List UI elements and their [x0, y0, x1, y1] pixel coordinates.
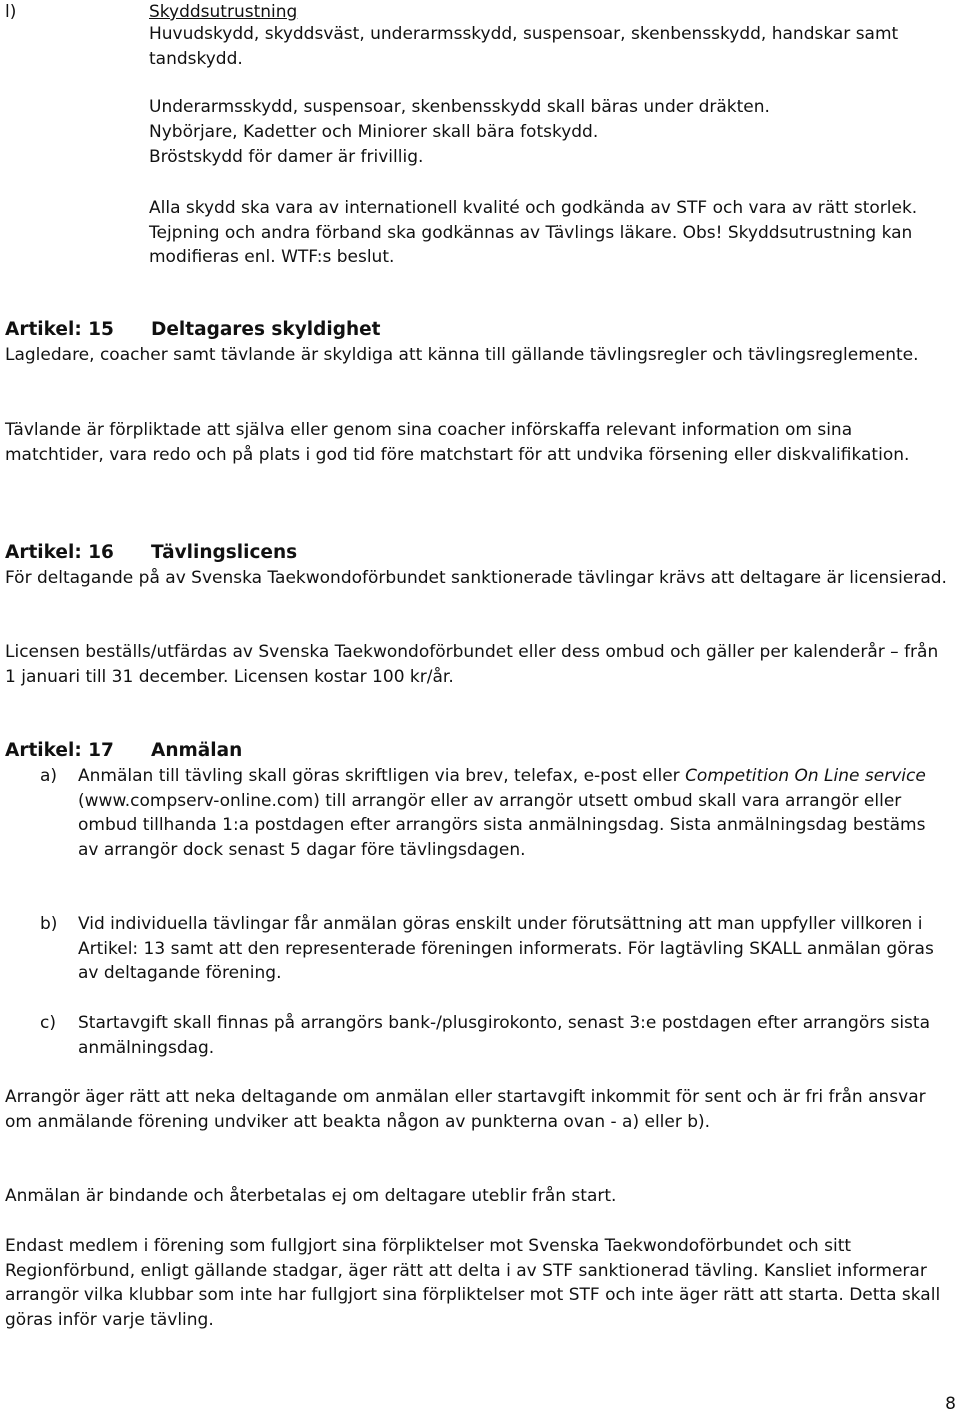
- article-16-title: Tävlingslicens: [151, 542, 298, 563]
- item-a-text-end: (www.compserv-online.com) till arrangör eller av arrangör utsett ombud skall vara arrangör eller ombud tillhanda 1:a postdagen efter arrangörs sista anmälningsdag. Sista anmälningsdag bestäms av arrangör dock senast 5 dagar före tävlingsdagen.: [78, 790, 926, 860]
- article-15-paragraph-1: Lagledare, coacher samt tävlande är skyldiga att känna till gällande tävlingsregler och tävlingsreglemente.: [5, 345, 919, 365]
- article-17-paragraph-2: Anmälan är bindande och återbetalas ej om deltagare uteblir från start.: [5, 1186, 617, 1206]
- article-15-paragraph-2: Tävlande är förpliktade att själva eller genom sina coacher införskaffa relevant information om sina matchtider, vara redo och på plats i god tid före matchstart för att undvika försening eller diskvalifikation.: [5, 420, 910, 465]
- article-17-number: Artikel: 17: [5, 740, 114, 761]
- article-17-item-b: Vid individuella tävlingar får anmälan göras enskilt under förutsättning att man uppfyller villkoren i Artikel: 13 samt att den representerade föreningen informerats. För lagtävling SKALL anmälan göras av deltagande förening.: [78, 914, 934, 983]
- article-17-item-c: Startavgift skall finnas på arrangörs bank-/plusgirokonto, senast 3:e postdagen efter arrangörs sista anmälningsdag.: [78, 1013, 930, 1058]
- list-marker-a: a): [40, 766, 58, 786]
- article-17-heading: [5, 739, 950, 764]
- article-16-paragraph-2: Licensen beställs/utfärdas av Svenska Taekwondoförbundet eller dess ombud och gäller per kalenderår – från 1 januari till 31 december. Licensen kostar 100 kr/år.: [5, 642, 939, 687]
- article-15-title: Deltagares skyldighet: [151, 319, 381, 340]
- paragraph-skydd-line-1: Underarmsskydd, suspensoar, skenbensskydd skall bäras under dräkten.: [149, 97, 770, 117]
- list-marker-b: b): [40, 914, 58, 934]
- article-17-paragraph-3: Endast medlem i förening som fullgjort sina förpliktelser mot Svenska Taekwondoförbundet och sitt Regionförbund, enligt gällande stadgar, äger rätt att delta i av STF sanktionerad tävling. Kansliet informerar arrangör vilka klubbar som inte har fullgjort sina förpliktelser mot STF och inte äger rätt att starta. Detta skall göras inför varje tävling.: [5, 1236, 941, 1330]
- item-a-service-name: Competition On Line service: [685, 766, 926, 786]
- article-16-heading: [5, 541, 950, 566]
- page-number: 8: [945, 1394, 956, 1414]
- paragraph-skydd-kvalite: Alla skydd ska vara av internationell kvalité och godkända av STF och vara av rätt storlek. Tejpning och andra förband ska godkännas av Tävlings läkare. Obs! Skyddsutrustning kan modifieras enl. WTF:s beslut.: [149, 198, 918, 267]
- list-marker-l: l): [5, 2, 17, 22]
- section-title-skyddsutrustning: Skyddsutrustning: [149, 2, 298, 22]
- article-16-number: Artikel: 16: [5, 542, 114, 563]
- item-a-text-start: Anmälan till tävling skall göras skriftligen via brev, telefax, e-post eller: [78, 766, 686, 786]
- paragraph-skydd-line-3: Bröstskydd för damer är frivillig.: [149, 147, 424, 167]
- paragraph-skydd-line-2: Nybörjare, Kadetter och Miniorer skall bära fotskydd.: [149, 122, 599, 142]
- article-15-number: Artikel: 15: [5, 319, 114, 340]
- paragraph-skydd-list: Huvudskydd, skyddsväst, underarmsskydd, suspensoar, skenbensskydd, handskar samt tandskydd.: [149, 24, 899, 69]
- list-marker-c: c): [40, 1013, 56, 1033]
- article-15-heading: [5, 318, 950, 343]
- article-17-title: Anmälan: [151, 740, 243, 761]
- article-17-paragraph-1: Arrangör äger rätt att neka deltagande om anmälan eller startavgift inkommit för sent och är fri från ansvar om anmälande förening undviker att beakta någon av punkterna ovan - a) eller b).: [5, 1087, 926, 1132]
- article-16-paragraph-1: För deltagande på av Svenska Taekwondoförbundet sanktionerade tävlingar krävs att deltagare är licensierad.: [5, 568, 947, 588]
- article-17-item-a: [78, 764, 950, 862]
